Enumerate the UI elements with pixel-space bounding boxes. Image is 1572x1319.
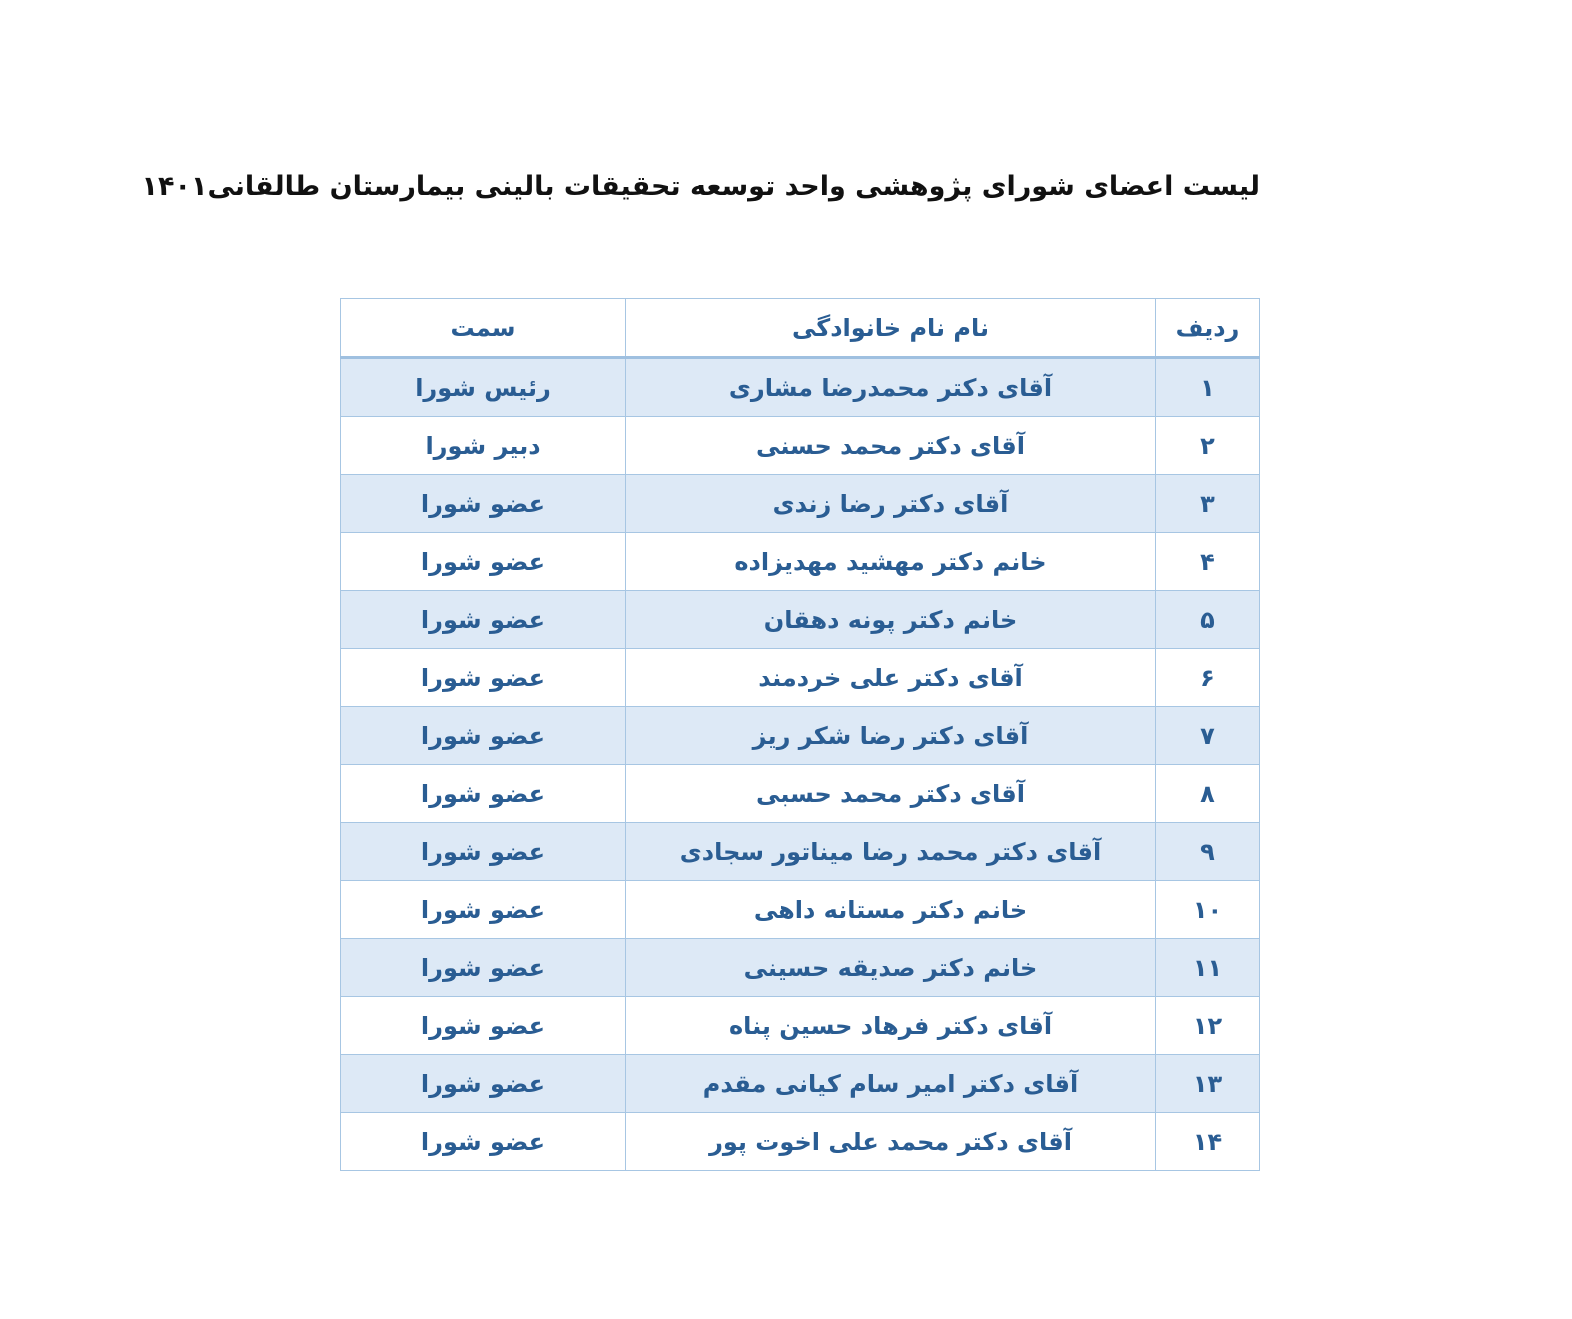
- row-number: ۲: [1156, 417, 1260, 475]
- row-number: ۱۰: [1156, 881, 1260, 939]
- member-position: عضو شورا: [341, 591, 626, 649]
- table-row: [341, 823, 1260, 881]
- member-name: خانم دکتر مستانه داهی: [626, 881, 1156, 939]
- table-header-row: [341, 299, 1260, 358]
- member-name: خانم دکتر پونه دهقان: [626, 591, 1156, 649]
- table-row: [341, 417, 1260, 475]
- member-position: عضو شورا: [341, 1055, 626, 1113]
- member-position: عضو شورا: [341, 881, 626, 939]
- document-title: لیست اعضای شورای پژوهشی واحد توسعه تحقیقات بالینی بیمارستان طالقانی۱۴۰۱: [141, 171, 1260, 202]
- member-position: عضو شورا: [341, 1113, 626, 1171]
- member-name: خانم دکتر مهشید مهدیزاده: [626, 533, 1156, 591]
- table-row: [341, 881, 1260, 939]
- member-position: عضو شورا: [341, 939, 626, 997]
- table-row: [341, 1113, 1260, 1171]
- member-position: عضو شورا: [341, 997, 626, 1055]
- member-name: آقای دکتر محمدرضا مشاری: [626, 358, 1156, 417]
- member-name: آقای دکتر محمد حسنی: [626, 417, 1156, 475]
- member-name: آقای دکتر رضا شکر ریز: [626, 707, 1156, 765]
- member-name: آقای دکتر محمد رضا میناتور سجادی: [626, 823, 1156, 881]
- row-number: ۴: [1156, 533, 1260, 591]
- table-row: [341, 707, 1260, 765]
- row-number: ۶: [1156, 649, 1260, 707]
- member-position: عضو شورا: [341, 765, 626, 823]
- header-position: سمت: [341, 299, 626, 358]
- row-number: ۱۴: [1156, 1113, 1260, 1171]
- table-row: [341, 997, 1260, 1055]
- member-position: عضو شورا: [341, 649, 626, 707]
- row-number: ۵: [1156, 591, 1260, 649]
- table-row: [341, 475, 1260, 533]
- member-name: خانم دکتر صدیقه حسینی: [626, 939, 1156, 997]
- row-number: ۹: [1156, 823, 1260, 881]
- member-name: آقای دکتر محمد علی اخوت پور: [626, 1113, 1156, 1171]
- member-position: عضو شورا: [341, 533, 626, 591]
- member-position: عضو شورا: [341, 823, 626, 881]
- row-number: ۱: [1156, 358, 1260, 417]
- member-position: رئیس شورا: [341, 358, 626, 417]
- table-row: [341, 533, 1260, 591]
- table-row: [341, 939, 1260, 997]
- council-members-table: [340, 298, 1260, 1171]
- row-number: ۷: [1156, 707, 1260, 765]
- table-row: [341, 765, 1260, 823]
- member-name: آقای دکتر امیر سام کیانی مقدم: [626, 1055, 1156, 1113]
- member-name: آقای دکتر فرهاد حسین پناه: [626, 997, 1156, 1055]
- table-row: [341, 649, 1260, 707]
- member-position: دبیر شورا: [341, 417, 626, 475]
- row-number: ۸: [1156, 765, 1260, 823]
- row-number: ۱۳: [1156, 1055, 1260, 1113]
- table-row: [341, 358, 1260, 417]
- table-row: [341, 1055, 1260, 1113]
- header-full-name: نام نام خانوادگی: [626, 299, 1156, 358]
- row-number: ۱۲: [1156, 997, 1260, 1055]
- table-row: [341, 591, 1260, 649]
- member-position: عضو شورا: [341, 707, 626, 765]
- member-name: آقای دکتر محمد حسبی: [626, 765, 1156, 823]
- member-name: آقای دکتر رضا زندی: [626, 475, 1156, 533]
- row-number: ۳: [1156, 475, 1260, 533]
- header-row-number: ردیف: [1156, 299, 1260, 358]
- member-position: عضو شورا: [341, 475, 626, 533]
- row-number: ۱۱: [1156, 939, 1260, 997]
- member-name: آقای دکتر علی خردمند: [626, 649, 1156, 707]
